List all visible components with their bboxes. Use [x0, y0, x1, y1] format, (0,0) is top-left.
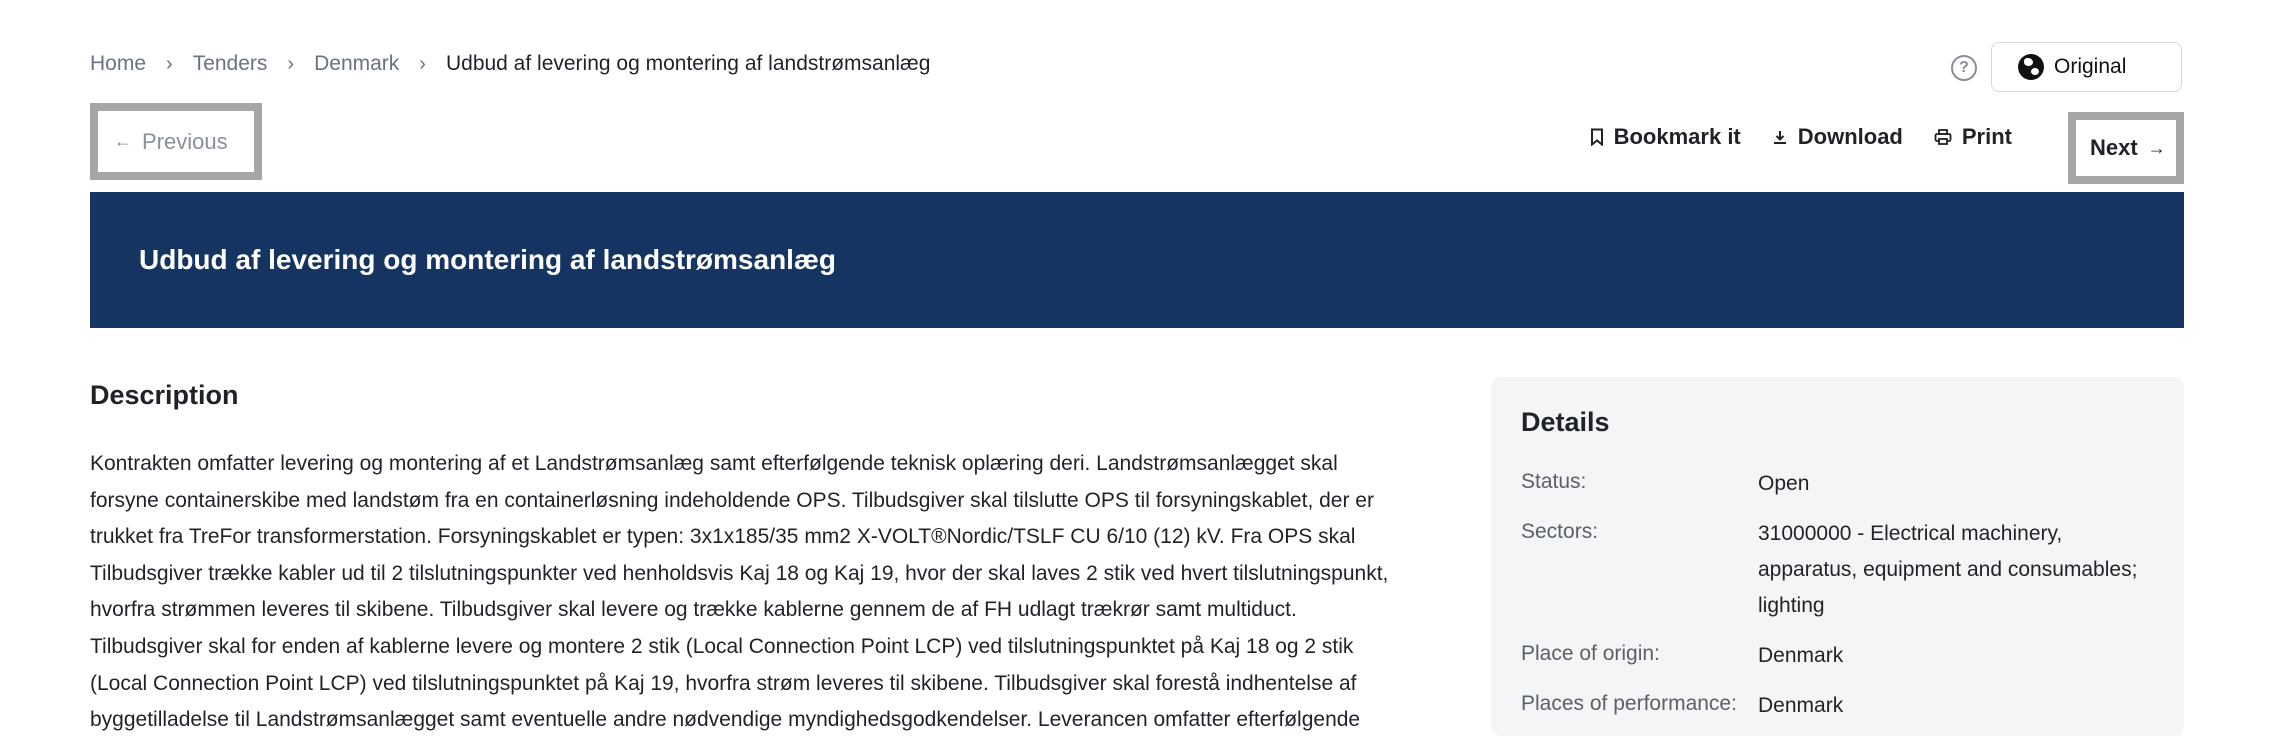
breadcrumb-home[interactable]: Home [90, 52, 147, 75]
detail-label: Place of origin: [1521, 642, 1660, 665]
original-button[interactable] [1991, 42, 2182, 92]
detail-value: Denmark [1758, 644, 1844, 667]
arrow-left-icon: ← [114, 131, 132, 151]
detail-label: Places of performance: [1521, 692, 1737, 715]
print-label: Print [1961, 124, 2012, 149]
breadcrumb-tenders[interactable]: Tenders [192, 52, 268, 75]
print-icon [1934, 129, 1952, 145]
detail-label: Sectors: [1521, 520, 1599, 543]
details-panel [1491, 377, 2184, 736]
detail-value: 31000000 - Electrical machinery, apparatus, equipment and consumables; lighting [1758, 522, 2138, 617]
detail-value: Open [1758, 472, 1810, 495]
title-banner [90, 192, 2184, 328]
bookmark-label: Bookmark it [1613, 124, 1741, 149]
next-label: Next [2090, 135, 2138, 160]
breadcrumb [90, 52, 930, 76]
download-icon [1772, 129, 1788, 145]
breadcrumb-denmark[interactable]: Denmark [314, 52, 400, 75]
original-label: Original [2054, 55, 2127, 78]
breadcrumb-separator: › [287, 52, 295, 75]
page-title: Udbud af levering og montering af landstrømsanlæg [139, 244, 836, 275]
details-title: Details [1521, 407, 1610, 437]
detail-row-places-of-performance [1521, 686, 2154, 724]
detail-label: Status: [1521, 470, 1587, 493]
breadcrumb-separator: › [419, 52, 426, 75]
download-label: Download [1797, 124, 1903, 149]
globe-icon [2018, 54, 2044, 80]
download-button[interactable] [1772, 124, 1903, 150]
description-heading: Description [90, 380, 239, 410]
next-button[interactable] [2068, 112, 2184, 184]
detail-row-sectors [1521, 514, 2154, 624]
detail-value: Denmark [1758, 694, 1844, 717]
bookmark-icon [1590, 128, 1604, 146]
previous-button[interactable] [90, 103, 262, 180]
detail-row-place-of-origin [1521, 636, 2154, 674]
breadcrumb-separator: › [166, 52, 173, 75]
help-icon[interactable]: ? [1951, 55, 1977, 81]
description-text: Kontrakten omfatter levering og montering af et Landstrømsanlæg samt efterfølgende teknisk oplæring deri. Landstrømsanlægget skal forsyne containerskibe med landstøm fra en containerløsning indeholdende OPS. Tilbudsgiver skal tilslutte OPS til forsyningskablet, der er trukket fra TreFor transformerstation. Forsyningskablet er typen: 3x1x185/35 mm2 X-VOLT®Nordic/TSLF CU 6/10 (12) kV. Fra OPS skal Tilbudsgiver trække kabler ud til 2 tilslutningspunkter ved henholdsvis Kaj 18 og Kaj 19, hvor der skal laves 2 stik ved hvert tilslutningspunkt, hvorfra strømmen leveres til skibene. Tilbudsgiver skal levere og trække kablerne gennem de af FH udlagt trækrør samt multiduct. Tilbudsgiver skal for enden af kablerne levere og montere 2 stik (Local Connection Point LCP) ved tilslutningspunktet på Kaj 18 og 2 stik (Local Connection Point LCP) ved tilslutningspunktet på Kaj 19, hvorfra strøm leveres til skibene. Tilbudsgiver skal forestå indhentelse af byggetilladelse til Landstrømsanlægget samt eventuelle andre nødvendige myndighedsgodkendelser. Leverancen omfatter efterfølgende [90, 452, 1389, 732]
print-button[interactable] [1934, 124, 2012, 150]
arrow-right-icon: → [2147, 137, 2166, 158]
bookmark-button[interactable] [1590, 124, 1741, 150]
breadcrumb-current: Udbud af levering og montering af landstrømsanlæg [445, 52, 931, 75]
detail-row-status [1521, 464, 2154, 502]
previous-label: Previous [142, 128, 228, 154]
